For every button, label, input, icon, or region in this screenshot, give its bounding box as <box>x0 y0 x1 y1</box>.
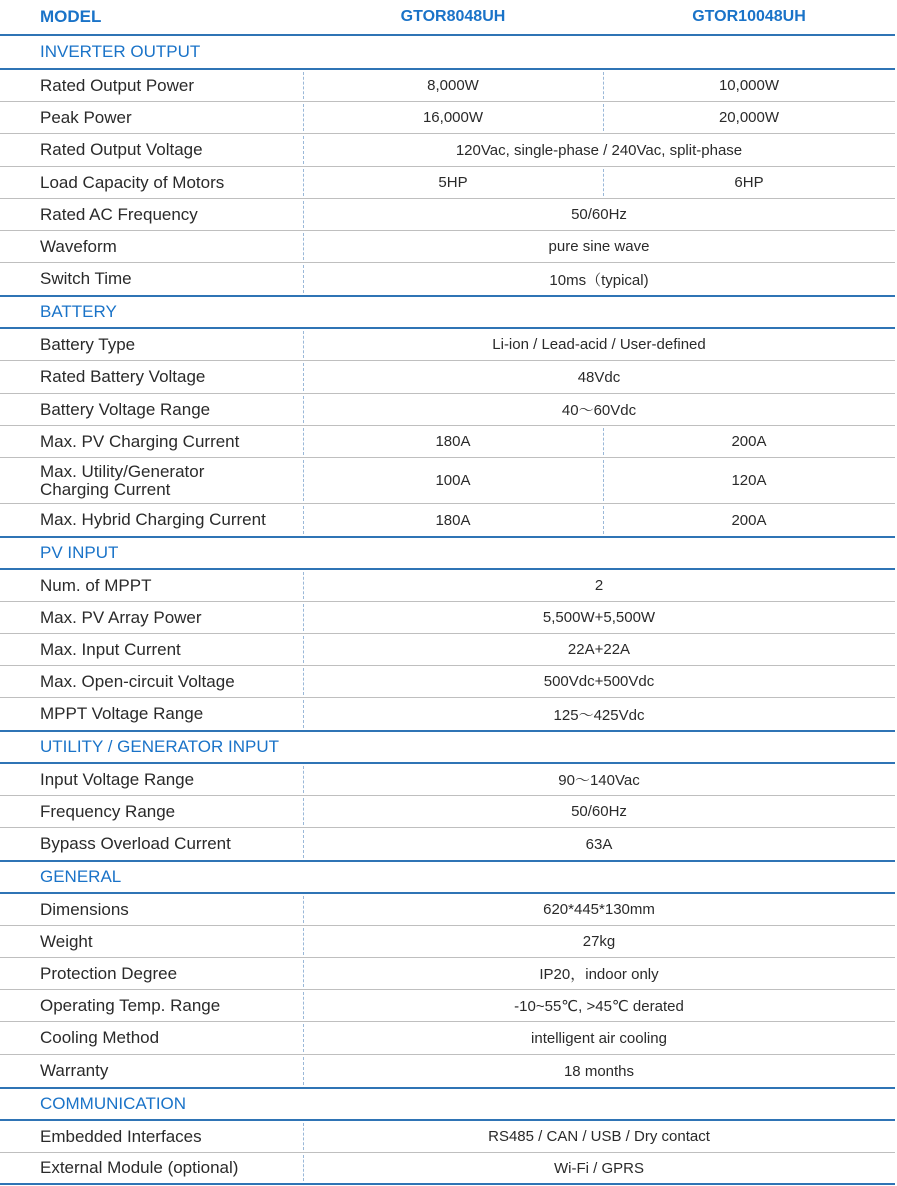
row-label: Weight <box>40 931 93 951</box>
section-title: UTILITY / GENERATOR INPUT <box>40 737 279 756</box>
section-title: GENERAL <box>40 867 122 886</box>
row-label-line-2: Charging Current <box>40 479 171 499</box>
row-label: External Module (optional) <box>40 1158 239 1177</box>
row-label: Rated Output Power <box>40 75 195 95</box>
row-value-b: 10,000W <box>718 77 780 94</box>
row-value-a: 16,000W <box>422 109 484 126</box>
row-value: Li-ion / Lead-acid / User-defined <box>492 336 706 353</box>
row-value-a: 180A <box>435 511 471 529</box>
row-label: Max. PV Charging Current <box>40 431 240 451</box>
row-value: 90～140Vac <box>558 772 640 789</box>
row-label: Switch Time <box>40 269 132 288</box>
row-value: 50/60Hz <box>571 803 627 820</box>
table-row <box>0 231 895 263</box>
row-value: 18 months <box>563 1062 635 1080</box>
row-label: Waveform <box>40 236 117 256</box>
table-row <box>0 602 895 634</box>
table-row <box>0 828 895 860</box>
table-row <box>0 263 895 295</box>
section-pv-input <box>0 536 895 570</box>
row-label: Load Capacity of Motors <box>40 172 225 192</box>
row-value: 5,500W+5,500W <box>542 609 656 626</box>
table-row <box>0 1055 895 1087</box>
table-row <box>0 134 895 167</box>
section-battery <box>0 295 895 329</box>
row-value: 50/60Hz <box>571 206 627 223</box>
row-value-b: 200A <box>731 433 767 450</box>
row-value: 120Vac, single-phase / 240Vac, split-phase <box>455 141 743 159</box>
section-title: INVERTER OUTPUT <box>40 42 201 61</box>
table-row <box>0 1121 895 1153</box>
row-value: IP20，indoor only <box>539 966 659 983</box>
row-label: Peak Power <box>40 107 132 127</box>
row-label: Operating Temp. Range <box>40 995 221 1015</box>
row-value: intelligent air cooling <box>531 1029 667 1047</box>
table-row <box>0 698 895 730</box>
row-label: MPPT Voltage Range <box>40 704 204 723</box>
row-value-a: 8,000W <box>427 77 479 94</box>
row-value-a: 180A <box>435 433 471 450</box>
row-value: 48Vdc <box>577 368 621 386</box>
table-row <box>0 394 895 426</box>
table-row <box>0 504 895 536</box>
row-label: Num. of MPPT <box>40 575 152 595</box>
section-title: COMMUNICATION <box>40 1094 187 1113</box>
row-value: 40～60Vdc <box>561 402 637 419</box>
row-value-b: 20,000W <box>718 109 780 126</box>
table-row <box>0 102 895 134</box>
section-inverter-output <box>0 36 895 70</box>
table-row <box>0 458 895 504</box>
row-label: Warranty <box>40 1061 109 1080</box>
row-value-b: 6HP <box>734 174 764 191</box>
table-row <box>0 666 895 698</box>
table-header <box>0 0 895 36</box>
model-col-2: GTOR10048UH <box>692 8 806 25</box>
row-label: Bypass Overload Current <box>40 834 231 853</box>
row-value-a: 5HP <box>438 174 468 191</box>
section-title: PV INPUT <box>40 543 119 562</box>
row-value: 2 <box>594 577 604 594</box>
row-label: Max. Input Current <box>40 639 181 659</box>
table-row <box>0 199 895 231</box>
row-value: pure sine wave <box>548 238 650 255</box>
row-value-b: 200A <box>731 511 767 529</box>
row-label-line-1: Max. Utility/Generator <box>40 461 205 481</box>
table-row <box>0 1153 895 1185</box>
row-value: -10~55℃, >45℃ derated <box>514 997 684 1015</box>
table-row <box>0 926 895 958</box>
row-value-b: 120A <box>731 472 767 489</box>
row-label: Frequency Range <box>40 801 176 821</box>
row-label: Cooling Method <box>40 1028 160 1047</box>
table-row <box>0 990 895 1022</box>
row-label: Rated Output Voltage <box>40 140 203 159</box>
section-title: BATTERY <box>40 302 117 321</box>
model-header: MODEL <box>40 7 102 26</box>
row-value: 125～425Vdc <box>553 706 645 724</box>
row-value: Wi-Fi / GPRS <box>554 1159 644 1177</box>
row-label: Embedded Interfaces <box>40 1126 202 1146</box>
section-communication <box>0 1087 895 1121</box>
row-value: RS485 / CAN / USB / Dry contact <box>488 1128 710 1145</box>
table-row <box>0 958 895 990</box>
row-value-a: 100A <box>435 472 471 489</box>
row-value: 10ms（typical) <box>549 271 649 289</box>
section-general <box>0 860 895 894</box>
row-label <box>40 458 302 503</box>
table-row <box>0 796 895 828</box>
table-row <box>0 894 895 926</box>
row-label: Max. Open-circuit Voltage <box>40 671 235 691</box>
row-label: Rated Battery Voltage <box>40 367 206 386</box>
row-label: Max. Hybrid Charging Current <box>40 510 266 529</box>
row-label: Input Voltage Range <box>40 769 195 789</box>
row-value: 27kg <box>582 933 616 950</box>
row-value: 620*445*130mm <box>543 901 655 918</box>
table-row <box>0 167 895 199</box>
row-label: Battery Voltage Range <box>40 399 211 419</box>
table-row <box>0 570 895 602</box>
row-label: Battery Type <box>40 334 136 354</box>
table-row <box>0 1022 895 1055</box>
table-row <box>0 426 895 458</box>
table-row <box>0 329 895 361</box>
row-label: Rated AC Frequency <box>40 204 198 224</box>
table-row <box>0 764 895 796</box>
table-row <box>0 361 895 394</box>
model-col-1: GTOR8048UH <box>400 8 506 25</box>
row-label: Dimensions <box>40 899 129 919</box>
row-value: 22A+22A <box>567 641 631 658</box>
table-row <box>0 634 895 666</box>
table-row <box>0 70 895 102</box>
row-value: 63A <box>585 835 613 853</box>
row-label: Max. PV Array Power <box>40 607 202 627</box>
section-utility-input <box>0 730 895 764</box>
row-value: 500Vdc+500Vdc <box>543 673 655 690</box>
row-label: Protection Degree <box>40 963 178 983</box>
